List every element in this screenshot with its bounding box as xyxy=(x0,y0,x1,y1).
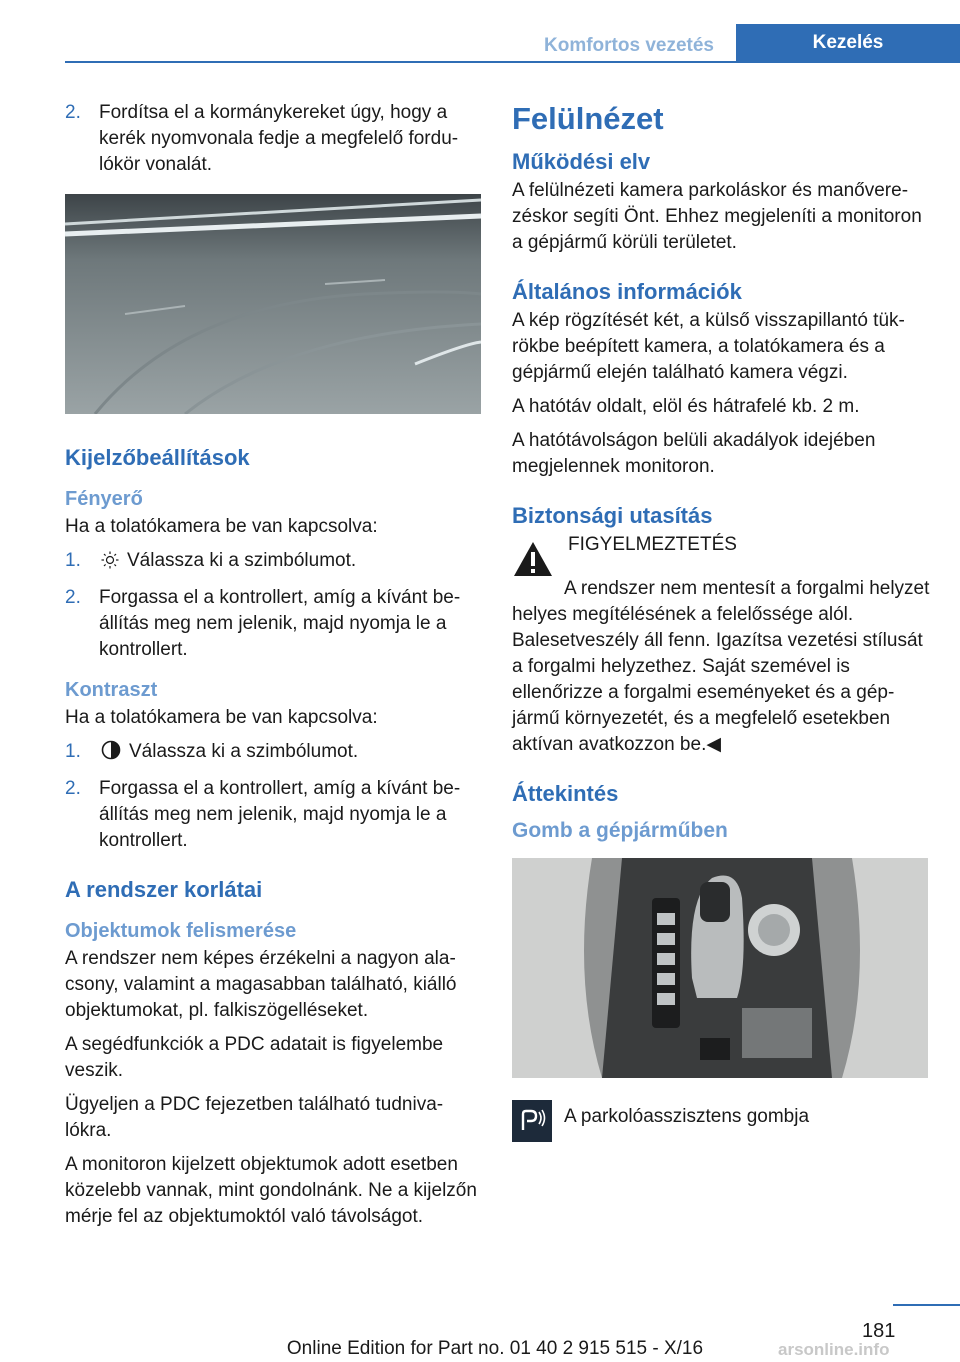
paragraph: A felülnézeti kamera parkoláskor és manőverezéskor segíti Önt. Ehhez megjeleníti a monitoron a gépjármű körüli területet. xyxy=(512,180,922,253)
warning-title: FIGYELMEZTETÉS xyxy=(568,534,737,555)
contrast-intro: Ha a tolatókamera be van kapcsolva: xyxy=(65,707,378,728)
brightness-icon xyxy=(101,551,119,577)
page-header xyxy=(0,0,960,62)
watermark: arsonline.info xyxy=(778,1340,890,1359)
footer-rule xyxy=(893,1304,960,1306)
header-rule xyxy=(65,61,960,63)
step-number: 2. xyxy=(65,587,81,608)
left-column xyxy=(65,100,483,1238)
step-number: 2. xyxy=(65,778,81,799)
list-item xyxy=(65,776,483,854)
step-text: Válassza ki a szimbólumot. xyxy=(127,550,357,571)
step-text: Válassza ki a szimbólumot. xyxy=(129,741,359,762)
heading-object-detection: Objektumok felismerése xyxy=(65,920,297,942)
heading-button-in-vehicle: Gomb a gépjárműben xyxy=(512,819,728,842)
list-item xyxy=(65,739,483,768)
warning-triangle-icon xyxy=(512,540,554,578)
header-chapter-tab: Kezelés xyxy=(736,24,960,62)
right-column xyxy=(512,100,930,1142)
list-item xyxy=(65,548,483,577)
paragraph: A hatótávolságon belüli akadályok idejében megjelennek monitoron. xyxy=(512,430,876,477)
paragraph: Ügyeljen a PDC fejezetben található tudnivalókra. xyxy=(65,1094,444,1141)
heading-contrast: Kontraszt xyxy=(65,679,158,701)
park-assist-button-icon xyxy=(512,1100,552,1142)
contrast-icon xyxy=(101,740,121,768)
footer-edition: Online Edition for Part no. 01 40 2 915 515 - X/16 xyxy=(286,1338,704,1359)
list-item xyxy=(65,100,483,178)
list-item xyxy=(65,585,483,663)
paragraph: A rendszer nem képes érzékelni a nagyon alacsony, valamint a magasabban található, kiálló objektumokat, pl. falkiszögelléseket. xyxy=(65,948,457,1021)
center-console-image xyxy=(512,858,928,1078)
step-number: 2. xyxy=(65,102,81,123)
warning-block xyxy=(512,532,930,578)
step-number: 1. xyxy=(65,550,81,571)
heading-top-view: Felülnézet xyxy=(512,101,664,136)
button-legend xyxy=(512,1094,930,1142)
paragraph: A hatótáv oldalt, elöl és hátrafelé kb. 2 m. xyxy=(512,396,860,417)
heading-general-info: Általános információk xyxy=(512,279,742,304)
step-text: Fordítsa el a kormánykereket úgy, hogy a kerék nyomvonala fedje a megfelelő fordulókör vonalát. xyxy=(99,102,459,175)
heading-principle: Működési elv xyxy=(512,149,651,174)
heading-brightness: Fényerő xyxy=(65,488,143,510)
header-section-title: Komfortos vezetés xyxy=(544,35,714,56)
heading-safety: Biztonsági utasítás xyxy=(512,503,713,528)
page-number: 181 xyxy=(862,1320,896,1342)
step-number: 1. xyxy=(65,741,81,762)
heading-system-limits: A rendszer korlátai xyxy=(65,877,263,902)
step-text: Forgassa el a kontrollert, amíg a kívánt beállítás meg nem jelenik, majd nyomja le a kontrollert. xyxy=(99,587,461,660)
brightness-intro: Ha a tolatókamera be van kapcsolva: xyxy=(65,516,378,537)
warning-text: A rendszer nem mentesít a forgalmi helyzet helyes megítélésének a felelőssége alól. Balesetveszély áll fenn. Igazítsa vezetési stílusát a forgalmi helyzethez. Saját szemével is ellenőrizze a forgalmi eseményeket és a gépjármű környezetét, és a megfelelő esetekben aktívan avatkozzon be.◀ xyxy=(512,578,930,755)
heading-overview: Áttekintés xyxy=(512,781,619,806)
heading-display-settings: Kijelzőbeállítások xyxy=(65,445,250,470)
paragraph: A monitoron kijelzett objektumok adott esetben közelebb vannak, mint gondolnánk. Ne a kijelzőn mérje fel az objektumoktól való távolságot. xyxy=(65,1154,477,1227)
step-text: Forgassa el a kontrollert, amíg a kívánt beállítás meg nem jelenik, majd nyomja le a kontrollert. xyxy=(99,778,461,851)
paragraph: A segédfunkciók a PDC adatait is figyelembe veszik. xyxy=(65,1034,444,1081)
paragraph: A kép rögzítését két, a külső visszapillantó tükrökbe beépített kamera, a tolatókamera és a gépjármű elején található kamera végzi. xyxy=(512,310,905,383)
camera-view-image xyxy=(65,194,481,414)
button-label: A parkolóasszisztens gombja xyxy=(564,1106,810,1127)
